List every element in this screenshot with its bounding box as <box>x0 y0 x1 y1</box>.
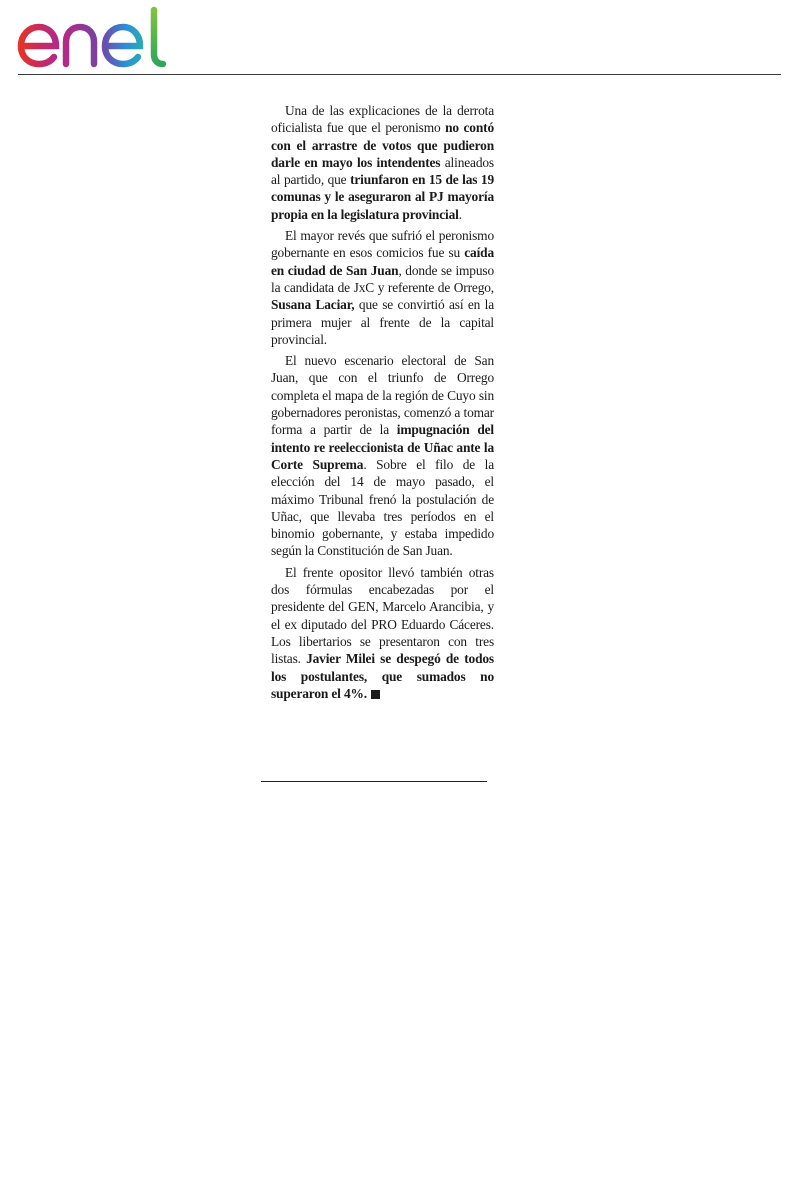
text-segment: El mayor revés que sufrió el peronismo gobernante en esos comicios fue su <box>271 228 494 261</box>
article-paragraph <box>271 564 494 702</box>
text-segment: El frente opositor llevó también otras dos fórmulas encabezadas por el presidente del GEN, Marcelo Arancibia, y el ex diputado del PRO Eduardo Cáceres. Los libertarios se presentaron con tres listas. <box>271 564 494 667</box>
article-paragraph <box>271 227 494 348</box>
text-segment: . Sobre el filo de la elección del 14 de mayo pasado, el máximo Tribunal frenó la postulación de Uñac, que llevaba tres períodos en el binomio gobernante, y estaba impedido según la Constitución de San Juan. <box>271 456 494 559</box>
page-header <box>0 0 800 76</box>
bold-text-segment: no contó con el arrastre de votos que pudieron darle en mayo los intendentes <box>271 120 494 170</box>
bold-text-segment: Javier Milei se despegó de todos los postulantes, que sumados no superaron el 4%. <box>271 651 494 701</box>
article-end-divider <box>261 781 487 782</box>
text-segment: El nuevo escenario electoral de San Juan, que con el triunfo de Orrego completa el mapa de la región de Cuyo sin gobernadores peronistas, comenzó a tomar forma a partir de la <box>271 353 494 438</box>
text-segment: alineados al partido, que <box>271 154 494 188</box>
text-segment: , donde se impuso la candidata de JxC y referente de Orrego, <box>271 262 494 295</box>
enel-logo[interactable] <box>16 4 182 68</box>
header-divider <box>18 74 781 75</box>
bold-text-segment: Susana Laciar, <box>271 297 355 313</box>
article-paragraph <box>271 102 494 223</box>
bold-text-segment: triunfaron en 15 de las 19 comunas y le aseguraron al PJ mayoría propia en la legislatura provincial <box>271 172 495 222</box>
text-segment: que se convirtió así en la primera mujer al frente de la capital provincial. <box>271 297 494 347</box>
bold-text-segment: caída en ciudad de San Juan <box>271 245 494 278</box>
text-segment: Una de las explicaciones de la derrota oficialista fue que el peronismo <box>271 103 494 136</box>
article-body <box>271 102 494 706</box>
article-paragraph <box>271 352 494 560</box>
bold-text-segment: impugnación del intento re reeleccionista de Uñac ante la Corte Suprema <box>271 422 494 472</box>
text-segment: . <box>458 206 462 222</box>
end-of-article-square-icon <box>371 690 380 699</box>
